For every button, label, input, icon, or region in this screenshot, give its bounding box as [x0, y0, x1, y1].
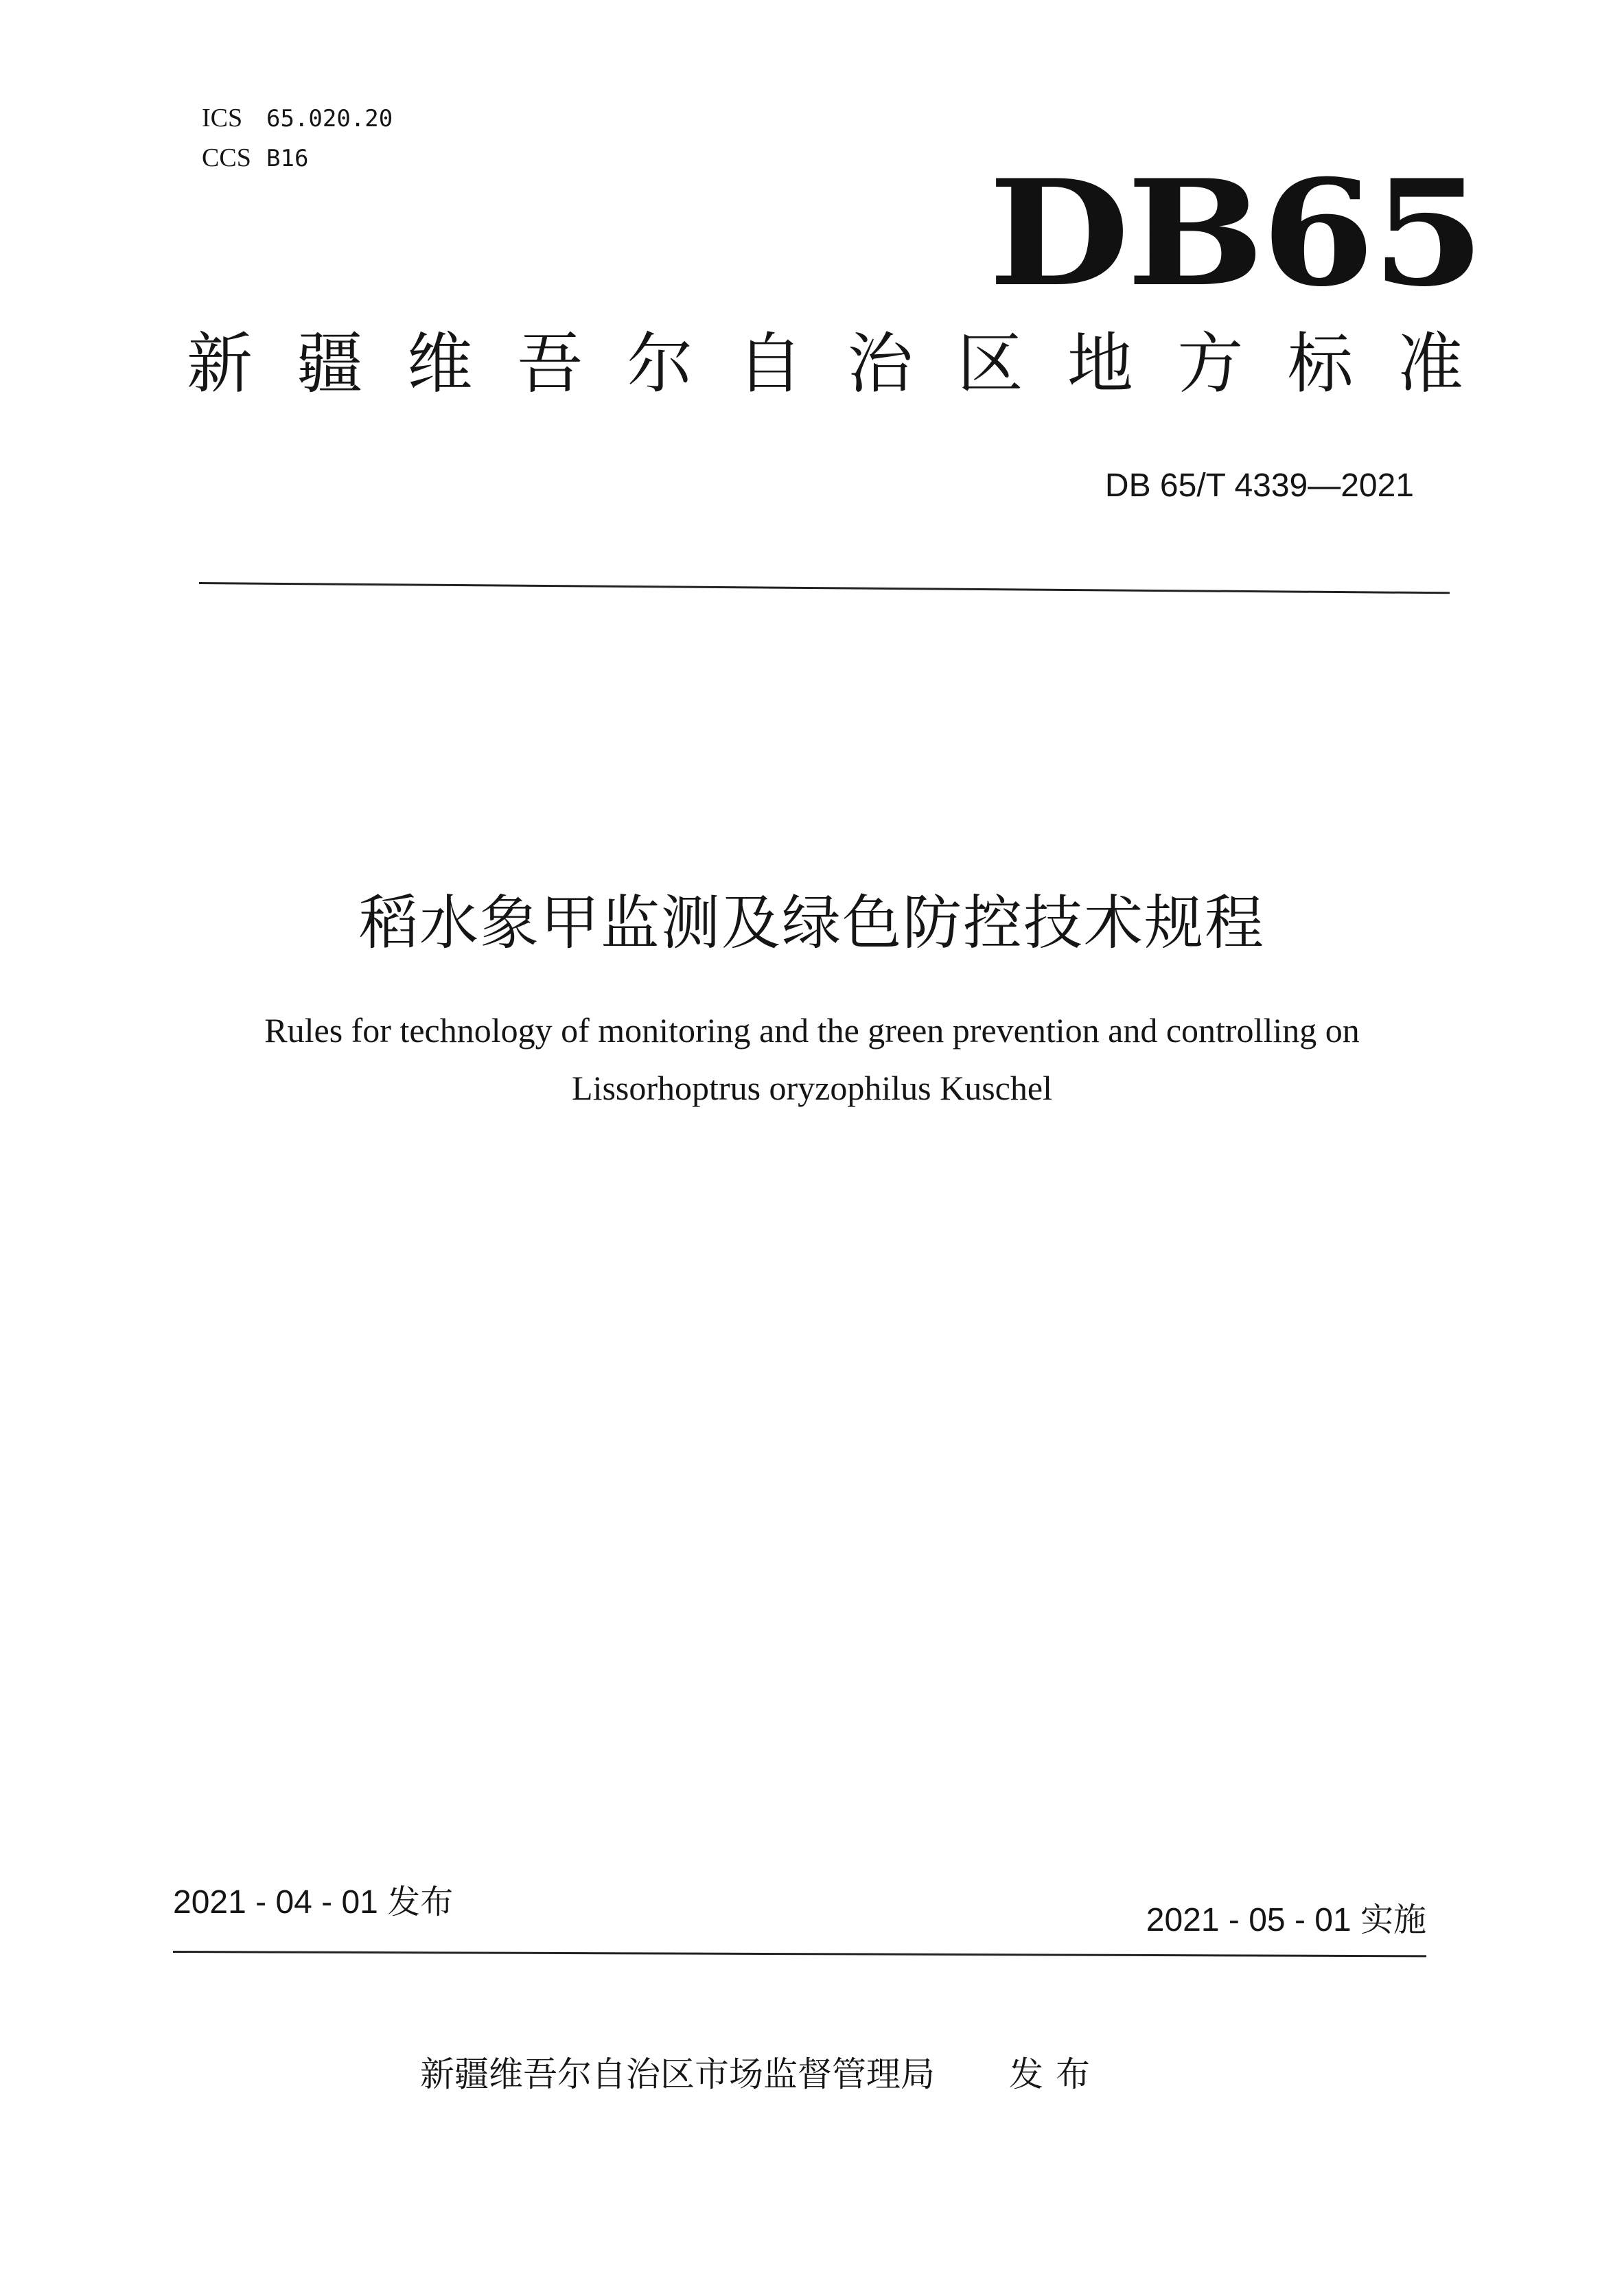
issuer-action: 发布 [1009, 2054, 1102, 2094]
authority-char: 吾 [517, 325, 583, 402]
implement-date: 2021 - 05 - 01 实施 [1146, 1902, 1426, 1938]
authority-char: 尔 [627, 325, 693, 402]
standard-number: DB 65/T 4339—2021 [1104, 467, 1414, 504]
authority-char: 疆 [297, 325, 363, 402]
ics-label: ICS [202, 104, 243, 132]
ccs-classification [202, 143, 308, 174]
document-title-en-line1: Rules for technology of monitoring and the green prevention and controlling on [264, 1011, 1360, 1050]
authority-char: 标 [1287, 325, 1354, 402]
authority-char: 治 [847, 325, 914, 402]
bottom-divider [173, 1951, 1426, 1957]
issuer-line [420, 2052, 1102, 2096]
authority-title [187, 323, 1463, 405]
top-divider [199, 582, 1450, 594]
authority-char: 自 [736, 325, 803, 402]
document-title-cn: 稻水象甲监测及绿色防控技术规程 [359, 889, 1265, 958]
ccs-value: B16 [266, 145, 309, 172]
authority-char: 区 [957, 325, 1023, 402]
authority-char: 新 [187, 325, 253, 402]
ics-classification [202, 103, 393, 134]
issuer-name: 新疆维吾尔自治区市场监督管理局 [420, 2054, 935, 2094]
publish-date: 2021 - 04 - 01 发布 [173, 1884, 454, 1921]
ics-value: 65.020.20 [266, 105, 393, 132]
authority-char: 方 [1177, 325, 1244, 402]
authority-char: 维 [406, 325, 473, 402]
authority-char: 准 [1397, 325, 1463, 402]
document-title-en-line2: Lissorhoptrus oryzophilus Kuschel [572, 1069, 1052, 1107]
db65-logo: DB65 [988, 148, 1483, 318]
ccs-label: CCS [202, 143, 251, 172]
authority-char: 地 [1067, 325, 1133, 402]
